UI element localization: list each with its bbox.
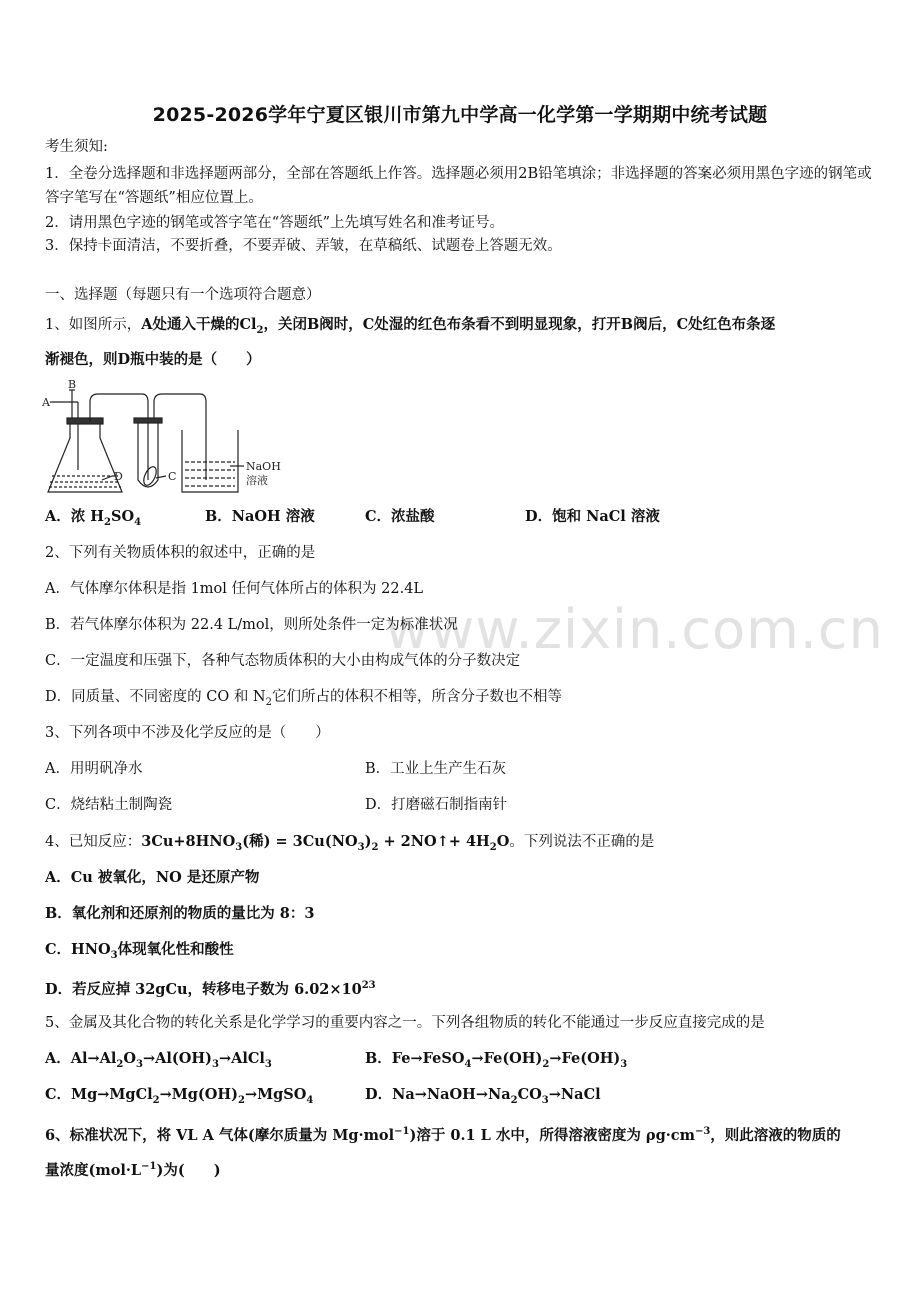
q2-stem: 2、下列有关物质体积的叙述中，正确的是 (45, 545, 316, 561)
q6-stem-line2: 量浓度$(mol\cdot L^{-1})$为( ) (45, 1161, 221, 1179)
q5-option-b: B．$Fe\to FeSO_4\to Fe(OH)_2\to Fe(OH)_3$ (365, 1050, 628, 1070)
q4-option-c: C．$HNO_3$体现氧化性和酸性 (45, 941, 234, 961)
q3-option-a: A．用明矾净水 (45, 761, 143, 777)
q3-option-c: C．烧结粘土制陶瓷 (45, 797, 173, 813)
notice-heading: 考生须知: (45, 139, 108, 155)
q4-option-d: D．若反应掉 32gCu，转移电子数为 $6.02\times 10^{23}$ (45, 980, 376, 998)
section-heading: 一、选择题（每题只有一个选项符合题意） (45, 287, 321, 303)
notice-item-3: 3．保持卡面清洁，不要折叠，不要弄破、弄皱，在草稿纸、试题卷上答题无效。 (45, 238, 562, 254)
q5-stem: 5、金属及其化合物的转化关系是化学学习的重要内容之一。下列各组物质的转化不能通过一步反应直接完成的是 (45, 1015, 765, 1031)
fig-label-d: D (114, 470, 123, 483)
fig-label-b: B (68, 380, 77, 391)
q1-stem-line1: 1、如图所示，A处通入干燥的$Cl_2$，关闭B阀时，C处湿的红色布条看不到明显现象，打开B阀后，C处红色布条逐 (45, 316, 776, 336)
notice-item-2: 2．请用黑色字迹的钢笔或答字笔在“答题纸”上先填写姓名和准考证号。 (45, 215, 505, 231)
q4-option-b: B．氧化剂和还原剂的物质的量比为 8：3 (45, 905, 315, 922)
q6-stem-line1: 6、标准状况下，将 VL A 气体(摩尔质量为 Mg·mol$^{-1}$)溶于 0.1 L 水中，所得溶液密度为 $\rho g\cdot cm^{-3}$，则此溶液的物质的 (45, 1126, 841, 1144)
q3-stem: 3、下列各项中不涉及化学反应的是（ ） (45, 725, 330, 741)
q2-option-b: B．若气体摩尔体积为 22.4 L/mol，则所处条件一定为标准状况 (45, 617, 458, 633)
apparatus-figure (40, 380, 300, 500)
q2-option-d: D．同质量、不同密度的 CO 和 $N_2$它们所占的体积不相等，所含分子数也不相等 (45, 689, 562, 708)
page-title: 2025-2026学年宁夏区银川市第九中学高一化学第一学期期中统考试题 (152, 104, 768, 126)
q5-option-c: C．$Mg\to MgCl_2\to Mg(OH)_2\to MgSO_4$ (45, 1086, 314, 1106)
q3-option-d: D．打磨磁石制指南针 (365, 797, 508, 813)
fig-label-a: A (42, 396, 50, 409)
notice-item-1: 1．全卷分选择题和非选择题两部分，全部在答题纸上作答。选择题必须用2B铅笔填涂；非选择题的答案必须用黑色字迹的钢笔或答字笔写在“答题纸”相应位置上。 (45, 166, 872, 206)
q1-option-b: B．NaOH 溶液 (205, 508, 315, 525)
q5-option-a: A．$Al\to Al_2O_3\to Al(OH)_3\to AlCl_3$ (45, 1050, 272, 1070)
q2-option-a: A．气体摩尔体积是指 1mol 任何气体所占的体积为 22.4L (45, 581, 424, 597)
fig-label-solution: 溶液 (246, 474, 268, 487)
q3-option-b: B．工业上生产生石灰 (365, 761, 507, 777)
q1-option-a: A．浓 $H_2SO_4$ (45, 508, 142, 528)
q1-option-c: C．浓盐酸 (365, 508, 435, 525)
q4-stem: 4、已知反应：$3Cu+8HNO_3$(稀) = $3Cu(NO_3)_2$ + 2NO↑+ $4H_2O$。下列说法不正确的是 (45, 833, 655, 853)
fig-label-c: C (168, 470, 177, 483)
watermark: www.zixin.com.cn (385, 598, 884, 661)
q4-option-a: A．Cu 被氧化，NO 是还原产物 (45, 869, 260, 886)
q2-option-c: C．一定温度和压强下，各种气态物质体积的大小由构成气体的分子数决定 (45, 653, 521, 669)
q1-stem-line2: 渐褪色，则D瓶中装的是（ ） (45, 351, 261, 368)
q5-option-d: D．$Na\to NaOH\to Na_2CO_3\to NaCl$ (365, 1086, 601, 1106)
fig-label-naoh: NaOH (246, 460, 281, 473)
q1-option-d: D．饱和 NaCl 溶液 (525, 508, 660, 525)
